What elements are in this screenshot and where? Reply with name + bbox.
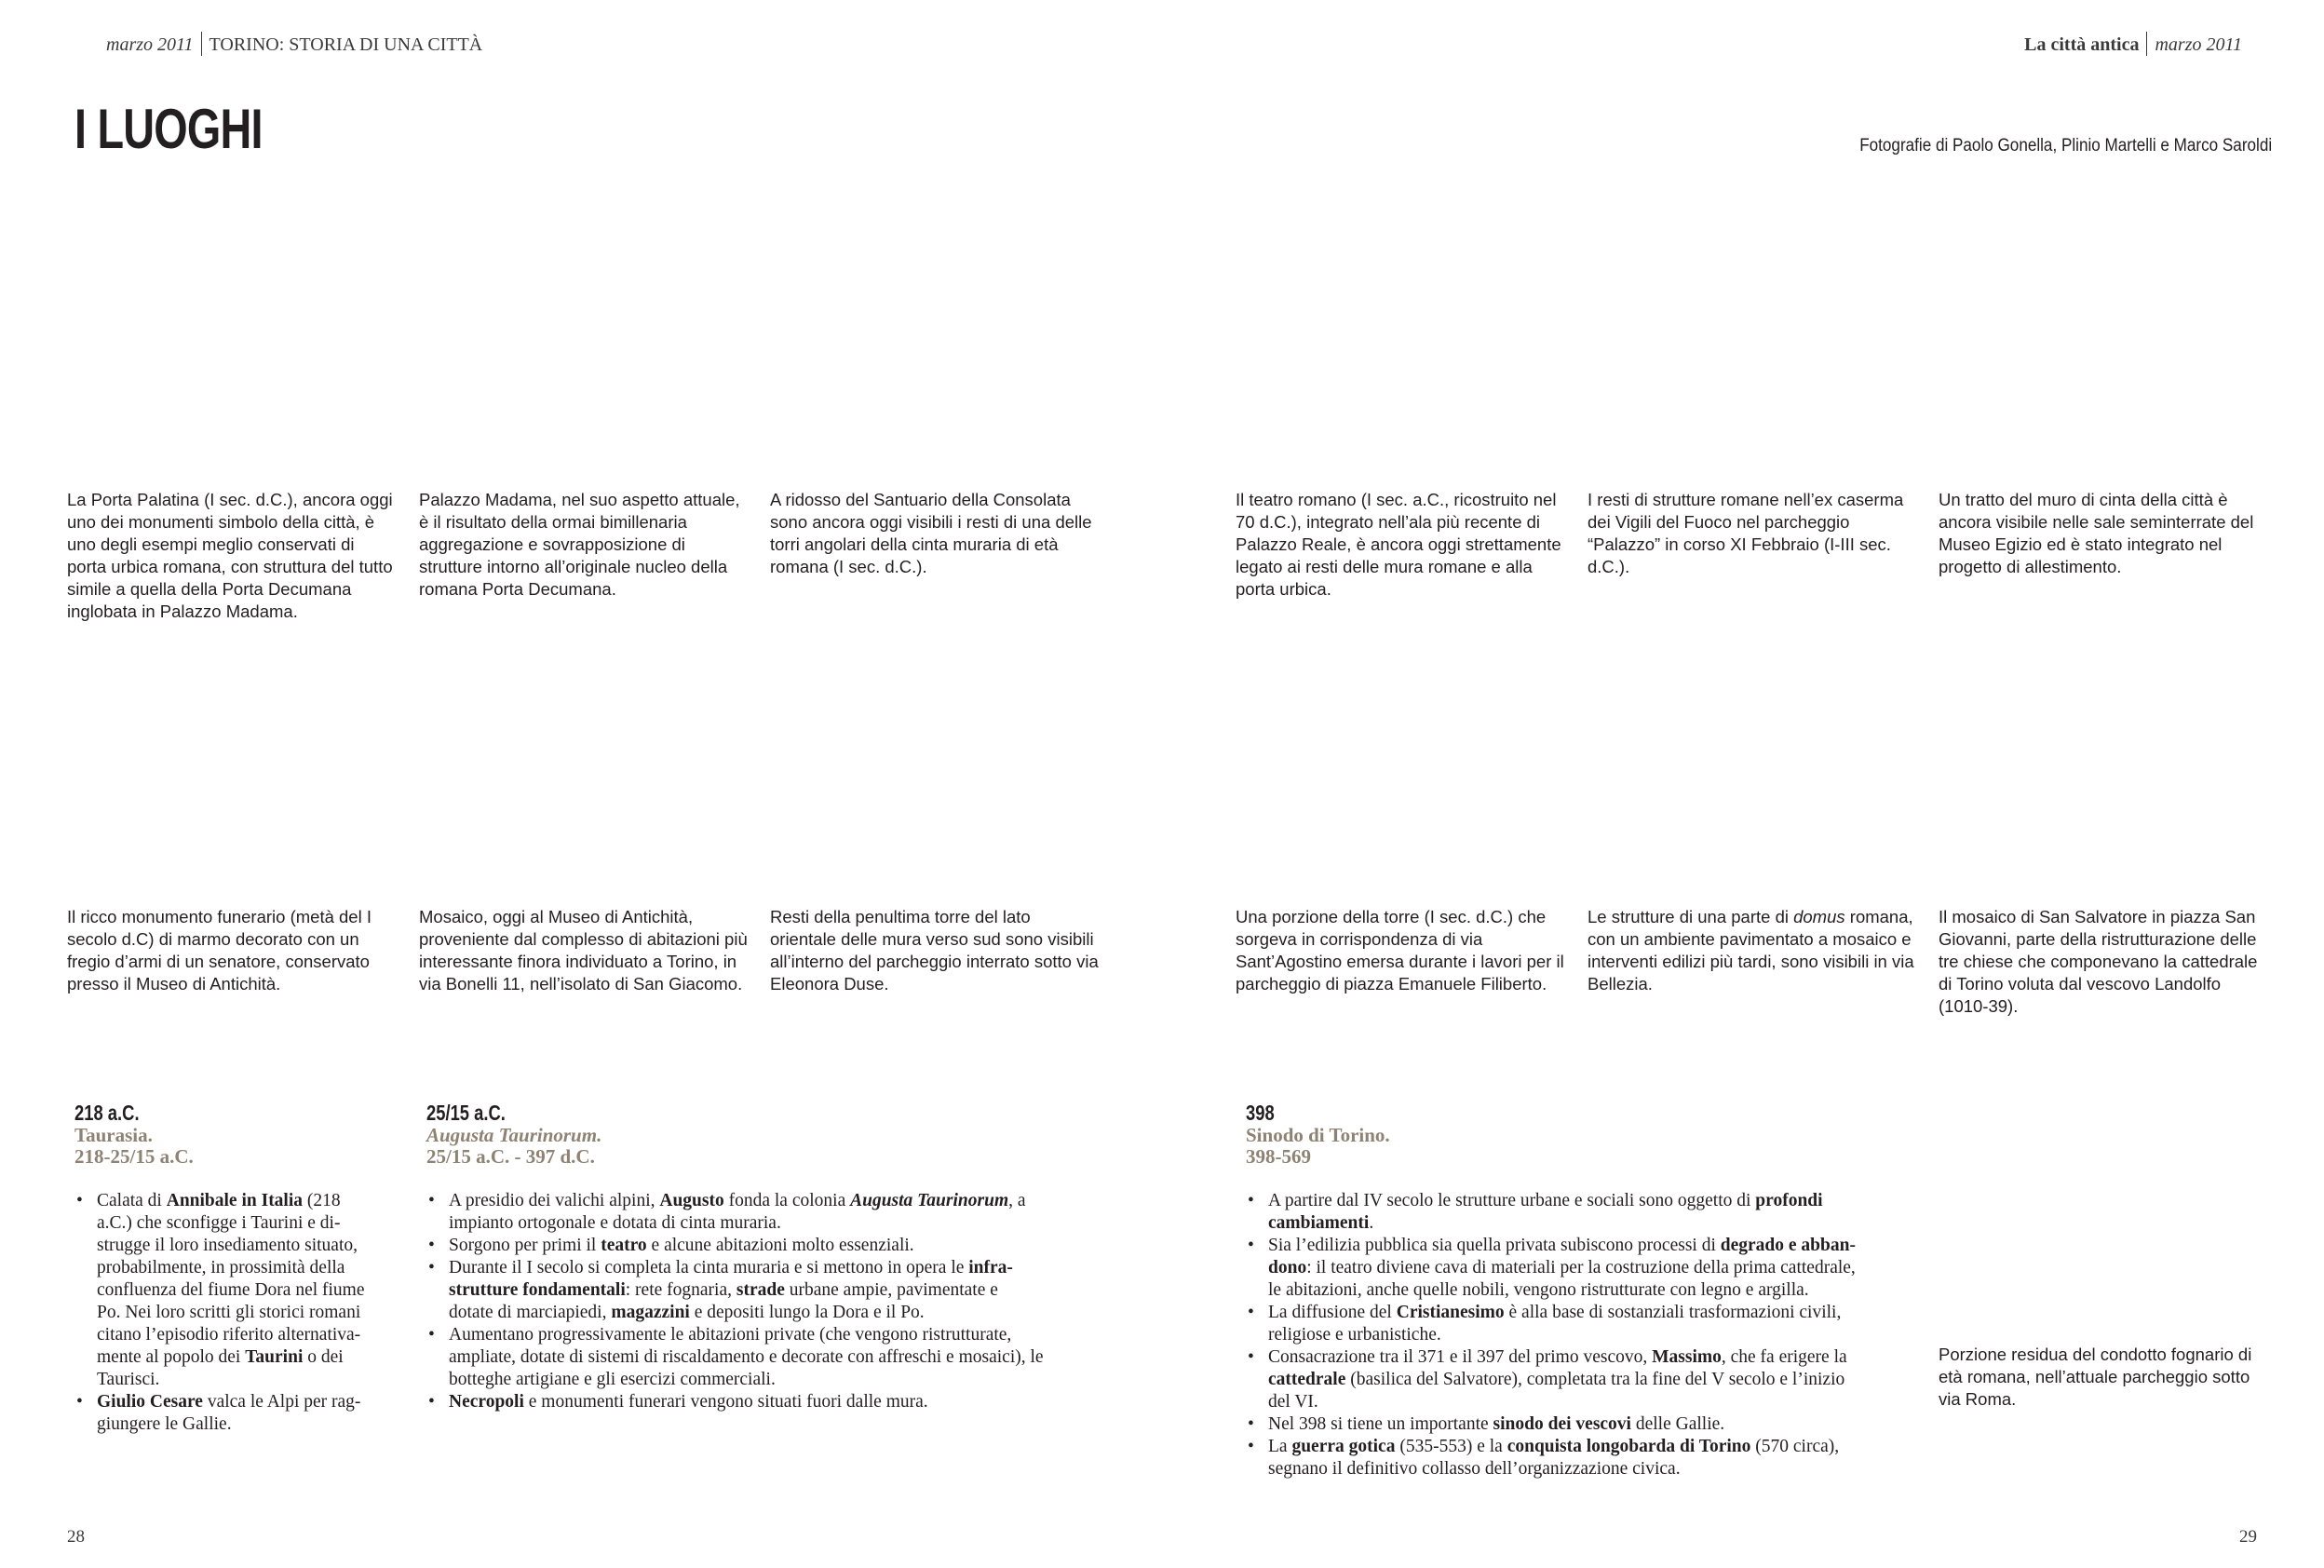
list-item: • A presidio dei valichi alpini, Augusto fonda la colonia Augusta Taurinorum, a impianto ortogonale e dotata di cinta muraria. bbox=[426, 1190, 1097, 1235]
timeline-range: 398-569 bbox=[1246, 1145, 1311, 1168]
timeline-year: 218 a.C. bbox=[74, 1101, 140, 1125]
header-date: marzo 2011 bbox=[106, 34, 194, 55]
header-section: La città antica bbox=[2024, 34, 2140, 55]
caption-condotto-fognario: Porzione residua del condotto fognario di età romana, nell’attuale parcheggio sotto via Roma. bbox=[1939, 1345, 2252, 1409]
list-item: • Giulio Cesare valca le Alpi per rag- giungere le Gallie. bbox=[74, 1391, 396, 1436]
list-item: • Consacrazione tra il 371 e il 397 del primo vescovo, Massimo, che fa erigere la cattedrale (basilica del Salvatore), completata tra la fine del V secolo e l’inizio del VI. bbox=[1246, 1346, 1925, 1413]
timeline-range: 218-25/15 a.C. bbox=[74, 1145, 194, 1168]
list-item: • Nel 398 si tiene un importante sinodo dei vescovi delle Gallie. bbox=[1246, 1413, 1925, 1436]
page-number-right: 29 bbox=[2239, 1527, 2257, 1547]
timeline-bullets-sinodo bbox=[1246, 1190, 1925, 1480]
list-item: • Necropoli e monumenti funerari vengono situati fuori dalle mura. bbox=[426, 1391, 1097, 1413]
list-item: • Sia l’edilizia pubblica sia quella privata subiscono processi di degrado e abban- dono: il teatro diviene cava di materiali per la costruzione della prima cattedrale, le abitazioni, anche quelle nobili, vengono ristrutturate con legno e argilla. bbox=[1246, 1235, 1925, 1302]
header-divider bbox=[201, 32, 202, 56]
timeline-name: Taurasia. bbox=[74, 1124, 153, 1146]
list-item: • Calata di Annibale in Italia (218 a.C.) che sconfigge i Taurini e di- strugge il loro insediamento situato, probabilmente, in prossimità della confluenza del fiume Dora nel fiume Po. Nei loro scritti gli storici romani citano l’episodio riferito alternativa- mente al popolo dei Taurini o dei Taurisci. bbox=[74, 1190, 396, 1391]
timeline-year: 25/15 a.C. bbox=[426, 1101, 506, 1125]
caption-vigili-del-fuoco: I resti di strutture romane nell’ex caserma dei Vigili del Fuoco nel parcheggio “Palazzo” in corso XI Febbraio (I-III sec. d.C.). bbox=[1588, 490, 1904, 576]
list-item: • La guerra gotica (535-553) e la conquista longobarda di Torino (570 circa), segnano il definitivo collasso dell’organizzazione civica. bbox=[1246, 1436, 1925, 1480]
caption-consolata: A ridosso del Santuario della Consolata sono ancora oggi visibili i resti di una delle torri angolari della cinta muraria di età romana (I sec. d.C.). bbox=[770, 490, 1092, 576]
caption-museo-egizio: Un tratto del muro di cinta della città è ancora visibile nelle sale seminterrate del Museo Egizio ed è stato integrato nel progetto di allestimento. bbox=[1939, 490, 2254, 576]
header-divider bbox=[2146, 32, 2147, 56]
page-number-left: 28 bbox=[67, 1527, 85, 1547]
caption-san-salvatore: Il mosaico di San Salvatore in piazza San Giovanni, parte della ristrutturazione delle tre chiese che componevano la cattedrale di Torino voluta dal vescovo Landolfo (1010-39). bbox=[1939, 907, 2258, 1016]
caption-monumento-funerario: Il ricco monumento funerario (metà del I secolo d.C) di marmo decorato con un fregio d’armi di un senatore, conservato presso il Museo di Antichità. bbox=[67, 907, 372, 994]
caption-teatro-romano: Il teatro romano (I sec. a.C., ricostruito nel 70 d.C.), integrato nell’ala più recente di Palazzo Reale, è ancora oggi strettamente legato ai resti delle mura romane e alla porta urbica. bbox=[1236, 490, 1561, 599]
timeline-bullets-taurasia bbox=[74, 1190, 396, 1436]
timeline-name: Augusta Taurinorum. bbox=[426, 1124, 602, 1146]
list-item: • Durante il I secolo si completa la cinta muraria e si mettono in opera le infra- strutture fondamentali: rete fognaria, strade urbane ampie, pavimentate e dotate di marciapiedi, magazzini e depositi lungo la Dora e il Po. bbox=[426, 1257, 1097, 1324]
timeline-entry-augusta-taurinorum bbox=[426, 1101, 601, 1168]
photo-credits: Fotografie di Paolo Gonella, Plinio Martelli e Marco Saroldi bbox=[1859, 136, 2272, 155]
running-header-left bbox=[106, 32, 482, 56]
timeline-bullets-augusta-taurinorum bbox=[426, 1190, 1097, 1413]
timeline-entry-taurasia bbox=[74, 1101, 194, 1168]
caption-domus-bellezia: Le strutture di una parte di domus romana, con un ambiente pavimentato a mosaico e interventi edilizi più tardi, sono visibili in via Bellezia. bbox=[1588, 907, 1914, 994]
caption-porta-palatina: La Porta Palatina (I sec. d.C.), ancora oggi uno dei monumenti simbolo della città, è uno degli esempi meglio conservati di porta urbica romana, con struttura del tutto simile a quella della Porta Decumana inglobata in Palazzo Madama. bbox=[67, 490, 393, 621]
list-item: • Aumentano progressivamente le abitazioni private (che vengono ristrutturate, ampliate, dotate di sistemi di riscaldamento e decorate con affreschi e mosaici), le botteghe artigiane e gli esercizi commerciali. bbox=[426, 1324, 1097, 1391]
timeline-name: Sinodo di Torino. bbox=[1246, 1124, 1390, 1146]
caption-torre-orientale: Resti della penultima torre del lato orientale delle mura verso sud sono visibili all’interno del parcheggio interrato sotto via Eleonora Duse. bbox=[770, 907, 1099, 994]
timeline-year: 398 bbox=[1246, 1101, 1275, 1125]
list-item: • Sorgono per primi il teatro e alcune abitazioni molto essenziali. bbox=[426, 1235, 1097, 1257]
list-item: • A partire dal IV secolo le strutture urbane e sociali sono oggetto di profondi cambiamenti. bbox=[1246, 1190, 1925, 1235]
list-item: • La diffusione del Cristianesimo è alla base di sostanziali trasformazioni civili, religiose e urbanistiche. bbox=[1246, 1302, 1925, 1346]
page-title: I LUOGHI bbox=[74, 98, 263, 160]
timeline-entry-sinodo bbox=[1246, 1101, 1390, 1168]
caption-palazzo-madama: Palazzo Madama, nel suo aspetto attuale, è il risultato della ormai bimillenaria aggregazione e sovrapposizione di strutture intorno all’originale nucleo della romana Porta Decumana. bbox=[419, 490, 740, 599]
timeline-range: 25/15 a.C. - 397 d.C. bbox=[426, 1145, 595, 1168]
header-date: marzo 2011 bbox=[2155, 34, 2242, 55]
running-header-right bbox=[2024, 32, 2242, 56]
caption-torre-sant-agostino: Una porzione della torre (I sec. d.C.) che sorgeva in corrispondenza di via Sant’Agostino emersa durante i lavori per il parcheggio di piazza Emanuele Filiberto. bbox=[1236, 907, 1564, 994]
header-publication-title: TORINO: STORIA DI UNA CITTÀ bbox=[209, 34, 483, 55]
caption-mosaico: Mosaico, oggi al Museo di Antichità, proveniente dal complesso di abitazioni più interessante finora individuato a Torino, in via Bonelli 11, nell’isolato di San Giacomo. bbox=[419, 907, 748, 994]
